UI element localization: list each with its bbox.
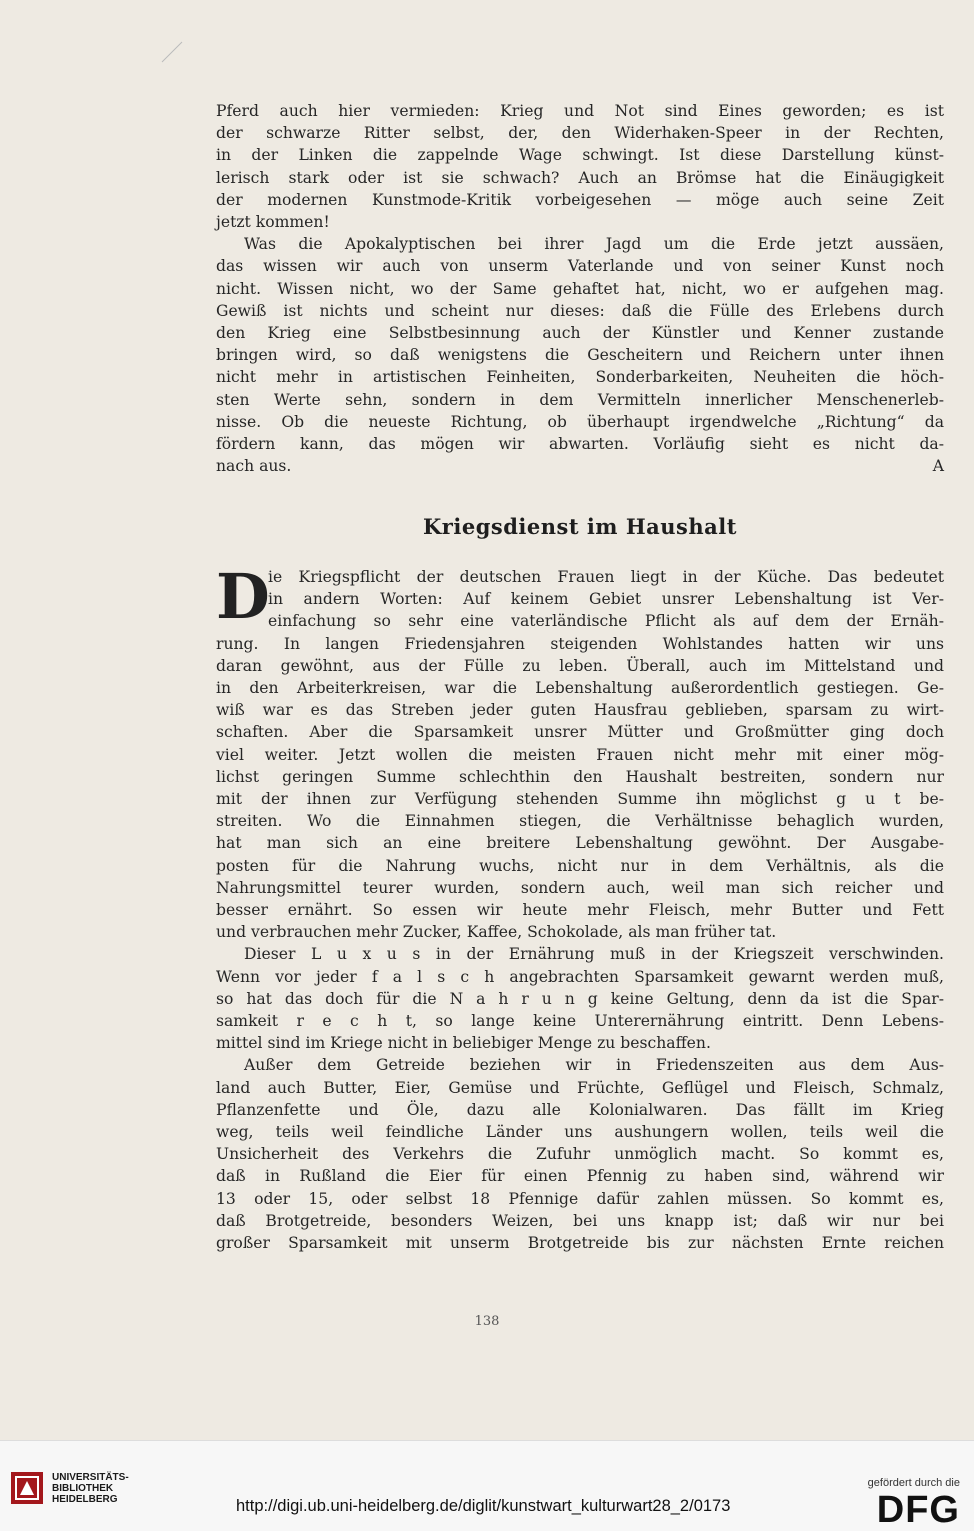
text-line: jetzt kommen! <box>216 213 330 232</box>
dfg-logo: DFG <box>876 1489 960 1531</box>
text-line: posten für die Nahrung wuchs, nicht nur in dem Verhältnis, als die <box>216 856 944 875</box>
text-line: nicht mehr in artistischen Feinheiten, Sonderbarkeiten, Neuheiten die höch- <box>216 368 944 387</box>
article-heading: Kriegsdienst im Haushalt <box>423 514 737 539</box>
page-number: 138 <box>474 1314 500 1329</box>
text-line: Nahrungsmittel teurer wurden, sondern auch, weil man sich reicher und <box>216 878 944 897</box>
closing-line <box>216 455 944 477</box>
text-line: lichst geringen Summe schlechthin den Haushalt bestreiten, sondern nur <box>216 767 944 786</box>
library-name-line: BIBLIOTHEK <box>52 1483 114 1494</box>
author-signature: A <box>932 457 944 476</box>
text-line: bringen wird, so daß wenigstens die Gescheitern und Reichern unter ihnen <box>216 346 944 365</box>
text-line: streiten. Wo die Einnahmen stiegen, die Verhältnisse behaglich wurden, <box>216 812 944 831</box>
text-line: großer Sparsamkeit mit unserm Brotgetreide bis zur nächsten Ernte reichen <box>216 1234 944 1253</box>
text-line: fördern kann, das mögen wir abwarten. Vorläufig sieht es nicht da- <box>216 435 944 454</box>
text-line: rung. In langen Friedensjahren steigenden Wohlstandes hatten wir uns <box>216 634 944 653</box>
text-line: der schwarze Ritter selbst, der, den Widerhaken-Speer in der Rechten, <box>216 124 944 143</box>
permalink-url[interactable]: http://digi.ub.uni-heidelberg.de/diglit/kunstwart_kulturwart28_2/0173 <box>236 1497 731 1515</box>
text-line: Dieser L u x u s in der Ernährung muß in der Kriegszeit verschwinden. <box>244 945 944 964</box>
text-line: wiß war es das Streben jeder guten Hausfrau geblieben, sparsam zu wirt- <box>216 701 944 720</box>
text-line: 13 oder 15, oder selbst 18 Pfennige dafür zahlen müssen. So kommt es, <box>216 1189 944 1208</box>
text-line: Pferd auch hier vermieden: Krieg und Not sind Eines geworden; es ist <box>216 102 944 120</box>
text-line: in den Arbeiterkreisen, war die Lebenshaltung außerordentlich gestiegen. Ge- <box>216 679 944 698</box>
text-line: land auch Butter, Eier, Gemüse und Früchte, Geflügel und Fleisch, Schmalz, <box>216 1078 944 1097</box>
text-line: weg, teils weil feindliche Länder uns aushungern wollen, teils weil die <box>216 1123 944 1142</box>
dropcap-letter: D <box>216 560 270 633</box>
university-seal-icon <box>10 1471 44 1505</box>
text-line: den Krieg eine Selbstbesinnung auch der Künstler und Kenner zustande <box>216 324 944 343</box>
text-line: daran gewöhnt, aus der Fülle zu leben. Überall, auch im Mittelstand und <box>216 656 944 675</box>
text-line: lerisch stark oder ist sie schwach? Auch an Brömse hat die Einäugigkeit <box>216 168 944 187</box>
text-line: nicht. Wissen nicht, wo der Same gehaftet hat, nicht, wo er aufgehen mag. <box>216 279 944 298</box>
text-line: Gewiß ist nichts und scheint nur dieses: daß die Fülle des Erlebens durch <box>216 301 944 320</box>
text-line: mittel sind im Kriege nicht in beliebiger Menge zu beschaffen. <box>216 1034 711 1053</box>
funded-by-label: gefördert durch die <box>867 1477 960 1489</box>
text-line: Unsicherheit des Verkehrs die Zufuhr unmöglich macht. So kommt es, <box>216 1145 944 1164</box>
closing-text: nach aus. <box>216 457 292 476</box>
text-line: und verbrauchen mehr Zucker, Kaffee, Schokolade, als man früher tat. <box>216 923 777 942</box>
text-line: Wenn vor jeder f a l s c h angebrachten Sparsamkeit gewarnt werden muß, <box>216 967 944 986</box>
text-line: besser ernährt. So essen wir heute mehr Fleisch, mehr Butter und Fett <box>216 901 944 920</box>
text-line: Pflanzenfette und Öle, dazu alle Kolonialwaren. Das fällt im Krieg <box>216 1100 944 1119</box>
library-name <box>52 1472 129 1505</box>
text-line: Außer dem Getreide beziehen wir in Friedenszeiten aus dem Aus- <box>244 1056 944 1075</box>
text-line: in andern Worten: Auf keinem Gebiet unsrer Lebenshaltung ist Ver- <box>268 590 944 609</box>
text-line: sten Werte sehn, sondern in dem Vermitteln innerlicher Menschenerleb- <box>216 390 944 409</box>
text-line: schaften. Aber die Sparsamkeit unsrer Mütter und Großmütter ging doch <box>216 723 944 742</box>
viewer-footer <box>0 1440 974 1531</box>
opening-text <box>216 100 944 477</box>
text-line: daß in Rußland die Eier für einen Pfennig zu haben sind, während wir <box>216 1167 944 1186</box>
text-line: hat man sich an eine breitere Lebenshaltung gewöhnt. Der Ausgabe- <box>216 834 944 853</box>
library-name-line: UNIVERSITÄTS- <box>52 1472 129 1483</box>
text-line: mit der ihnen zur Verfügung stehenden Summe ihn möglichst g u t be- <box>216 790 944 809</box>
text-line: der modernen Kunstmode-Kritik vorbeigesehen — möge auch seine Zeit <box>216 190 944 209</box>
corner-mark-icon <box>160 40 184 64</box>
library-name-line: HEIDELBERG <box>52 1494 118 1505</box>
text-line: samkeit r e c h t, so lange keine Unterernährung eintritt. Denn Lebens- <box>216 1012 944 1031</box>
text-line: so hat das doch für die N a h r u n g keine Geltung, denn da ist die Spar- <box>216 989 944 1008</box>
text-line: Was die Apokalyptischen bei ihrer Jagd um die Erde jetzt aussäen, <box>244 235 944 254</box>
text-line: viel weiter. Jetzt wollen die meisten Frauen nicht mehr mit einer mög- <box>216 745 944 764</box>
text-line: das wissen wir auch von unserm Vaterlande und von seiner Kunst noch <box>216 257 944 276</box>
text-line: in der Linken die zappelnde Wage schwingt. Ist diese Darstellung künst- <box>216 146 944 165</box>
article-body <box>216 560 944 1254</box>
text-line: einfachung so sehr eine vaterländische Pflicht als auf dem der Ernäh- <box>268 612 944 631</box>
text-line: daß Brotgetreide, besonders Weizen, bei uns knapp ist; daß wir nur bei <box>216 1211 944 1230</box>
text-line: ie Kriegspflicht der deutschen Frauen liegt in der Küche. Das bedeutet <box>268 568 944 586</box>
text-line: nisse. Ob die neueste Richtung, ob überhaupt irgendwelche „Richtung“ da <box>216 412 944 431</box>
